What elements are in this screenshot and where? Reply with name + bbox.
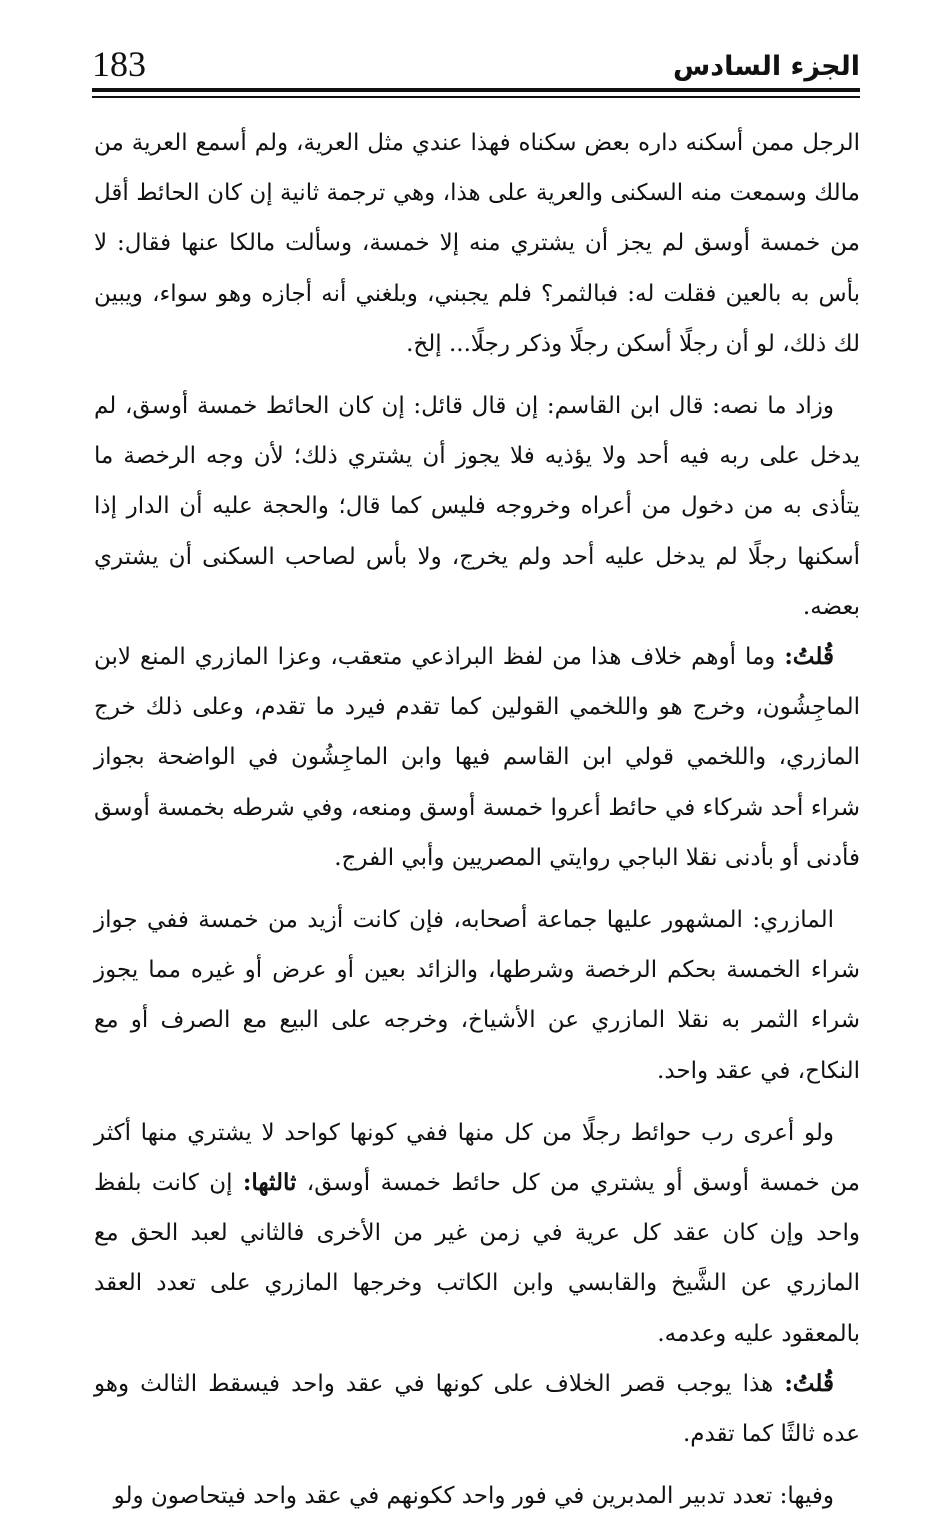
paragraph-text: المازري: المشهور عليها جماعة أصحابه، فإن كانت أزيد من خمسة ففي جواز شراء الخمسة بحكم الرخصة وشرطها، والزائد بعين أو عرض أو غيره مما يجوز شراء الثمر به نقلا المازري عن الأشياخ، وخرجه على البيع مع الصرف أو مع النكاح، في عقد واحد. (94, 907, 860, 1084)
paragraph-6 (94, 1359, 860, 1459)
paragraph-text: الرجل ممن أسكنه داره بعض سكناه فهذا عندي مثل العرية، ولم أسمع العرية من مالك وسمعت منه السكنى والعرية على هذا، وهي ترجمة ثانية إن كان الحائط أقل من خمسة أوسق لم يجز أن يشتري منه إلا خمسة، وسألت مالكا عنها فقال: لا بأس به بالعين فقلت له: فبالثمر؟ فلم يجبني، وبلغني أنه أجازه وهو سواء، ويبين لك ذلك، لو أن رجلًا أسكن رجلًا وذكر رجلًا... إلخ. (94, 130, 860, 357)
page-header (92, 38, 860, 88)
paragraph-text: إن كانت بلفظ واحد وإن كان عقد كل عرية في زمن غير من الأخرى فالثاني لعبد الحق مع المازري عن الشَّيخ والقابسي وابن الكاتب وخرجها المازري على تعدد العقد بالمعقود عليه وعدمه. (94, 1170, 860, 1347)
paragraph-text: ولو أعرى رب حوائط رجلًا من كل منها ففي كونها كواحد لا يشتري منها أكثر من خمسة أوسق أو يشتري من كل حائط خمسة أوسق، (94, 1119, 860, 1197)
paragraph-7 (94, 1471, 860, 1521)
header-rule-thin (92, 96, 860, 98)
page-number: 183 (92, 44, 146, 84)
header-rule-thick (92, 88, 860, 92)
paragraph-lead: قُلتُ: (784, 643, 834, 671)
paragraph-text: وفيها: تعدد تدبير المدبرين في فور واحد ككونهم في عقد واحد فيتحاصون ولو (113, 1483, 834, 1510)
paragraph-3 (94, 632, 860, 883)
paragraph-text: وزاد ما نصه: قال ابن القاسم: إن قال قائل: إن كان الحائط خمسة أوسق، لم يدخل على ربه فيه أحد ولا يؤذيه فلا يجوز أن يشتري ذلك؛ لأن وجه الرخصة ما يتأذى به من دخول من أعراه وخروجه فليس كما قال؛ والحجة عليه أن الدار إذا أسكنها رجلًا لم يدخل عليه أحد ولم يخرج، ولا بأس لصاحب السكنى أن يشتري بعضه. (94, 393, 860, 620)
paragraph-lead: ثالثها: (242, 1169, 297, 1197)
paragraph-1 (94, 118, 860, 369)
paragraph-text: وما أوهم خلاف هذا من لفظ البراذعي متعقب، وعزا المازري المنع لابن الماجِشُون، وخرج هو واللخمي القولين كما تقدم فيرد ما تقدم، وعلى ذلك خرج المازري، واللخمي قولي ابن القاسم فيها وابن الماجِشُون في الواضحة بجواز شراء أحد شركاء في حائط أعروا خمسة أوسق ومنعه، وفي شرطه بخمسة أوسق فأدنى أو بأدنى نقلا الباجي روايتي المصريين وأبي الفرج. (94, 644, 860, 871)
paragraph-5 (94, 1108, 860, 1359)
paragraph-text: هذا يوجب قصر الخلاف على كونها في عقد واحد فيسقط الثالث وهو عده ثالثًا كما تقدم. (94, 1370, 860, 1448)
paragraph-2 (94, 381, 860, 632)
running-title: الجزء السادس (673, 51, 860, 82)
body-text (94, 118, 860, 1521)
paragraph-4 (94, 895, 860, 1096)
paragraph-lead: قُلتُ: (784, 1369, 834, 1397)
